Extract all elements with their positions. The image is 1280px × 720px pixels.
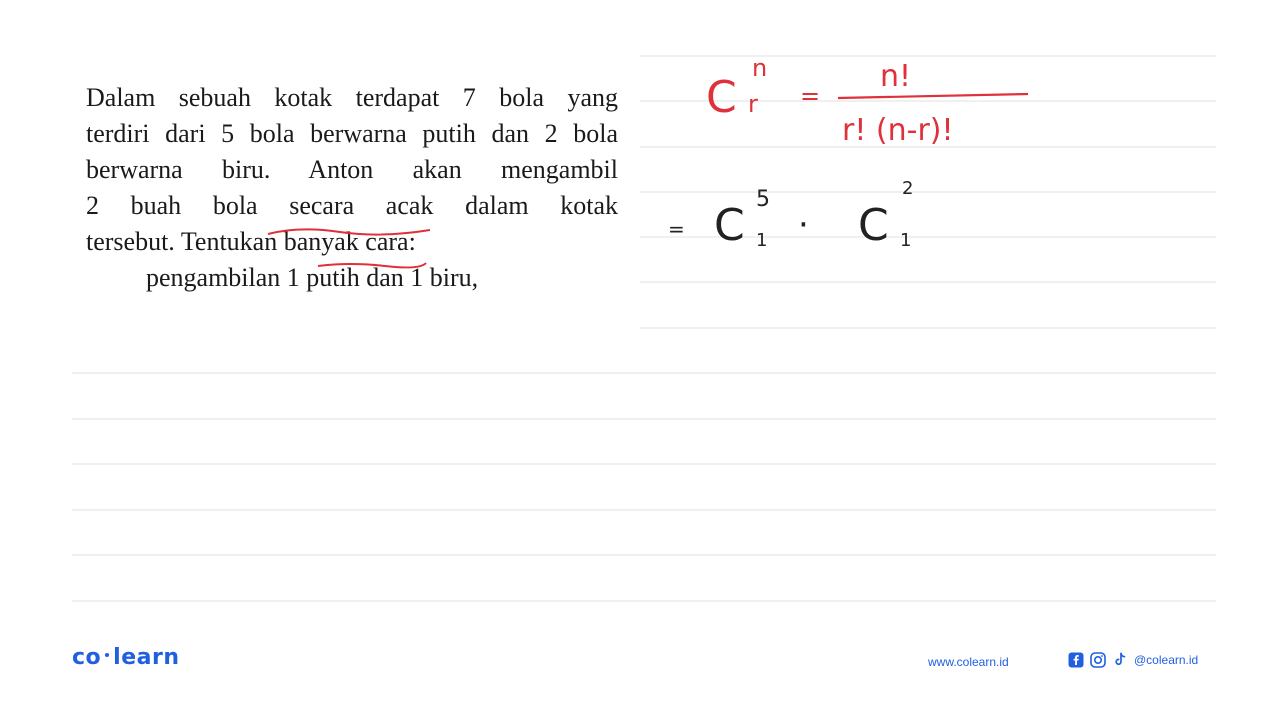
problem-line-4: 2 buah bola secara acak dalam kotak (86, 191, 618, 220)
problem-sub-item: pengambilan 1 putih dan 1 biru, (146, 263, 479, 292)
step-c1-sup: 5 (756, 187, 770, 212)
formula-sup-n: n (752, 54, 768, 82)
social-links (1068, 652, 1198, 668)
tiktok-icon[interactable] (1112, 652, 1128, 668)
instagram-icon[interactable] (1090, 652, 1106, 668)
logo-dot (105, 653, 109, 657)
facebook-icon[interactable] (1068, 652, 1084, 668)
colearn-logo (72, 645, 179, 670)
logo-right: learn (113, 645, 180, 670)
step-c1: C (714, 200, 745, 251)
website-link[interactable]: www.colearn.id (928, 655, 1009, 669)
logo-left: co (72, 645, 102, 670)
step-equals: = (668, 217, 685, 241)
fraction-bar (838, 94, 1028, 98)
formula-equals: = (800, 82, 821, 110)
step-c2: C (858, 200, 889, 251)
step-c2-sub: 1 (900, 230, 912, 251)
problem-line-3: berwarna biru. Anton akan mengambil (86, 155, 618, 184)
formula-numerator: n! (880, 59, 912, 94)
step-dot: · (798, 205, 809, 245)
problem-line-2: terdiri dari 5 bola berwarna putih dan 2 bola (86, 119, 618, 148)
step-c1-sub: 1 (756, 230, 768, 251)
social-handle[interactable]: @colearn.id (1134, 653, 1199, 667)
formula-sub-r: r (748, 90, 758, 118)
problem-line-5: tersebut. Tentukan banyak cara: (86, 227, 416, 256)
formula-c: C (706, 72, 737, 123)
formula-denominator: r! (n-r)! (842, 113, 954, 148)
step-c2-sup: 2 (902, 178, 914, 199)
problem-line-1: Dalam sebuah kotak terdapat 7 bola yang (86, 83, 618, 112)
